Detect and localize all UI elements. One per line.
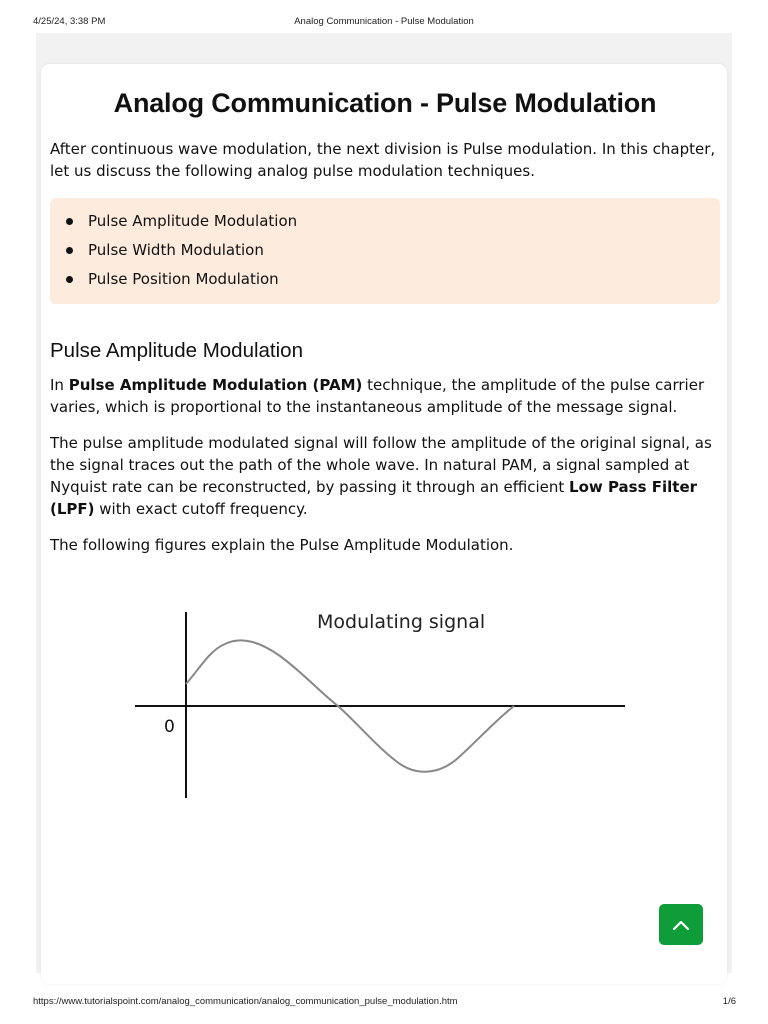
print-title: Analog Communication - Pulse Modulation xyxy=(294,16,474,27)
figure-label: Modulating signal xyxy=(317,611,486,633)
pam-description-paragraph xyxy=(50,432,720,520)
toc-item xyxy=(50,265,720,294)
text-span: with exact cutoff frequency. xyxy=(94,500,308,518)
print-datetime: 4/25/24, 3:38 PM xyxy=(33,16,106,27)
print-url: https://www.tutorialspoint.com/analog_communication/analog_communication_pulse_modulation.htm xyxy=(33,996,458,1007)
page-number: 1/6 xyxy=(722,996,736,1007)
origin-label: 0 xyxy=(164,717,175,737)
section-heading: Pulse Amplitude Modulation xyxy=(50,339,303,362)
toc-box xyxy=(50,198,720,304)
toc-item xyxy=(50,236,720,265)
toc-item-label: Pulse Amplitude Modulation xyxy=(88,212,298,230)
figures-intro-paragraph: The following figures explain the Pulse Amplitude Modulation. xyxy=(50,536,514,554)
page-title: Analog Communication - Pulse Modulation xyxy=(113,88,657,118)
scroll-to-top-button[interactable] xyxy=(659,904,703,945)
toc-item-label: Pulse Width Modulation xyxy=(88,241,264,259)
pam-definition-paragraph xyxy=(50,374,720,418)
bullet-icon xyxy=(66,218,73,225)
print-footer xyxy=(0,996,768,1010)
modulating-signal-figure xyxy=(130,600,630,810)
toc-list xyxy=(50,207,720,294)
chevron-up-icon xyxy=(671,918,691,932)
text-span: The pulse amplitude modulated signal will follow the amplitude of the original signal, as the signal traces out the path of the whole wave. In natural PAM, a signal sampled at Nyquist rate can be reconstructed, by passing it through an efficient xyxy=(50,434,712,496)
bold-term: Pulse Amplitude Modulation (PAM) xyxy=(68,376,363,394)
bullet-icon xyxy=(66,247,73,254)
print-header xyxy=(0,16,768,30)
article-content xyxy=(50,86,720,556)
intro-paragraph: After continuous wave modulation, the next division is Pulse modulation. In this chapter, let us discuss the following analog pulse modulation techniques. xyxy=(50,140,716,180)
text-span: technique, the amplitude of the pulse carrier varies, which is proportional to the instantaneous amplitude of the message signal. xyxy=(50,376,705,416)
bold-term: Low Pass Filter (LPF) xyxy=(50,478,698,518)
bullet-icon xyxy=(66,276,73,283)
toc-item-label: Pulse Position Modulation xyxy=(88,270,279,288)
text-span: In xyxy=(50,376,69,394)
toc-item xyxy=(50,207,720,236)
